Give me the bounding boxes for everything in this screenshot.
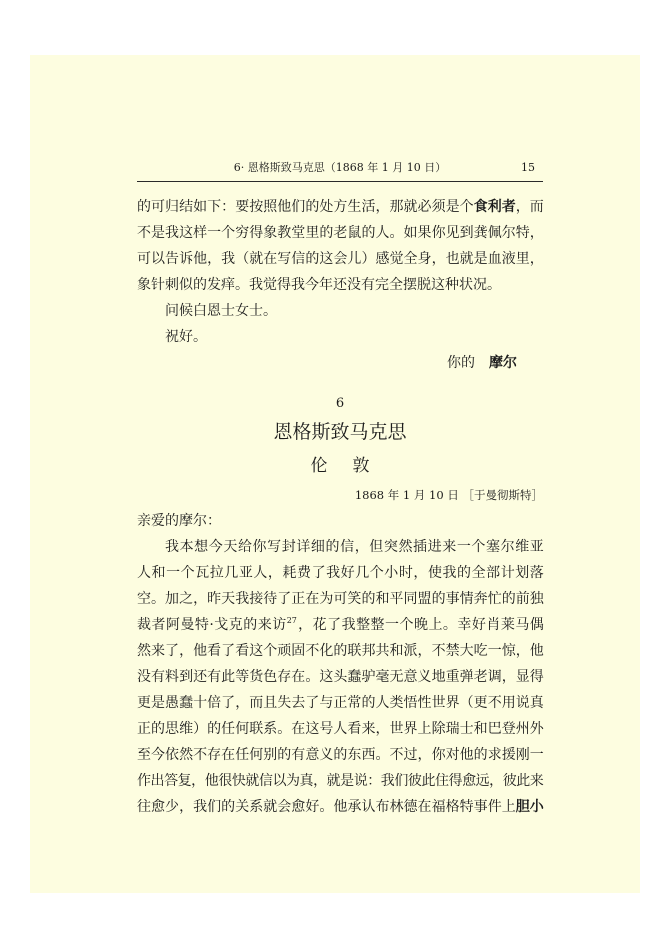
- text-line: [137, 716, 543, 742]
- text-line: [137, 560, 543, 586]
- closing-line: 祝好。: [165, 329, 207, 345]
- letter-date: 1868 年 1 月 10 日 ［于曼彻斯特］: [354, 488, 543, 502]
- text-segment: 正的思维）的任何联系。在这号人看来，世界上除瑞士和巴登州外: [137, 721, 543, 737]
- text-line: [137, 794, 543, 820]
- text-segment: 然来了，他看了看这个顽固不化的联邦共和派，不禁大吃一惊，他: [137, 643, 543, 659]
- text-segment: 作出答复，他很快就信以为真，就是说：我们彼此住得愈远，彼此来: [137, 773, 543, 789]
- text-segment: 往愈少，我们的关系就会愈好。他承认布林德在福格特事件上: [137, 799, 516, 815]
- text-line: [137, 638, 543, 664]
- letter-body: [137, 534, 543, 820]
- greeting-line: 问候白恩士女士。: [165, 303, 277, 319]
- signature: [137, 350, 543, 376]
- salutation: 亲爱的摩尔：: [137, 513, 221, 529]
- emphasis-text: 胆小: [515, 799, 543, 815]
- footnote-ref: 27: [286, 616, 297, 625]
- text-line: [137, 768, 543, 794]
- running-title: 6· 恩格斯致马克思（1868 年 1 月 10 日）: [233, 161, 447, 174]
- text-line: [137, 612, 543, 638]
- text-segment: 可以告诉他，我（就在写信的这会儿）感觉全身，也就是血液里，: [137, 251, 543, 267]
- letter-destination: 伦 敦: [310, 456, 374, 476]
- text-line: [137, 194, 543, 220]
- text-segment: 空。加之，昨天我接待了正在为可笑的和平同盟的事情奔忙的前独: [137, 591, 543, 607]
- text-segment: 不是我这样一个穷得象教堂里的老鼠的人。如果你见到龚佩尔特，: [137, 225, 543, 241]
- signature-name: 摩尔: [489, 355, 517, 371]
- text-segment: 没有料到还有此等货色存在。这头蠢驴毫无意义地重弹老调，显得: [137, 669, 543, 685]
- text-line: [137, 690, 543, 716]
- text-line: [137, 742, 543, 768]
- letter-number: 6: [335, 396, 345, 411]
- text-segment: 的可归结如下：要按照他们的处方生活，那就必须是个: [137, 199, 474, 215]
- text-segment: 人和一个瓦拉几亚人，耗费了我好几个小时，使我的全部计划落: [137, 565, 543, 581]
- text-segment: 裁者阿曼特·戈克的来访: [137, 617, 287, 633]
- emphasis-text: 食利者: [473, 199, 516, 215]
- text-line: [137, 220, 543, 246]
- text-line: [137, 586, 543, 612]
- running-header: [137, 160, 543, 176]
- text-segment: 我本想今天给你写封详细的信，但突然插进来一个塞尔维亚: [165, 539, 543, 555]
- text-segment: 至今依然不存在任何别的有意义的东西。不过，你对他的求援刚一: [137, 747, 543, 763]
- text-segment: 象针刺似的发痒。我觉得我今年还没有完全摆脱这种状况。: [137, 277, 501, 293]
- text-line: [137, 664, 543, 690]
- header-rule: [137, 181, 543, 182]
- previous-letter-ending: [137, 194, 543, 376]
- text-segment: 更是愚蠢十倍了，而且失去了与正常的人类悟性世界（更不用说真: [137, 695, 543, 711]
- book-page: [30, 55, 640, 893]
- text-segment: ，而: [515, 199, 543, 215]
- text-line: [137, 246, 543, 272]
- letter-title: 恩格斯致马克思: [273, 421, 407, 443]
- text-line: [137, 272, 543, 298]
- text-line: [137, 534, 543, 560]
- page-number: 15: [521, 161, 535, 174]
- signature-prefix: 你的: [447, 355, 475, 371]
- text-segment: ，花了我整整一个晚上。幸好肖莱马偶: [296, 617, 543, 633]
